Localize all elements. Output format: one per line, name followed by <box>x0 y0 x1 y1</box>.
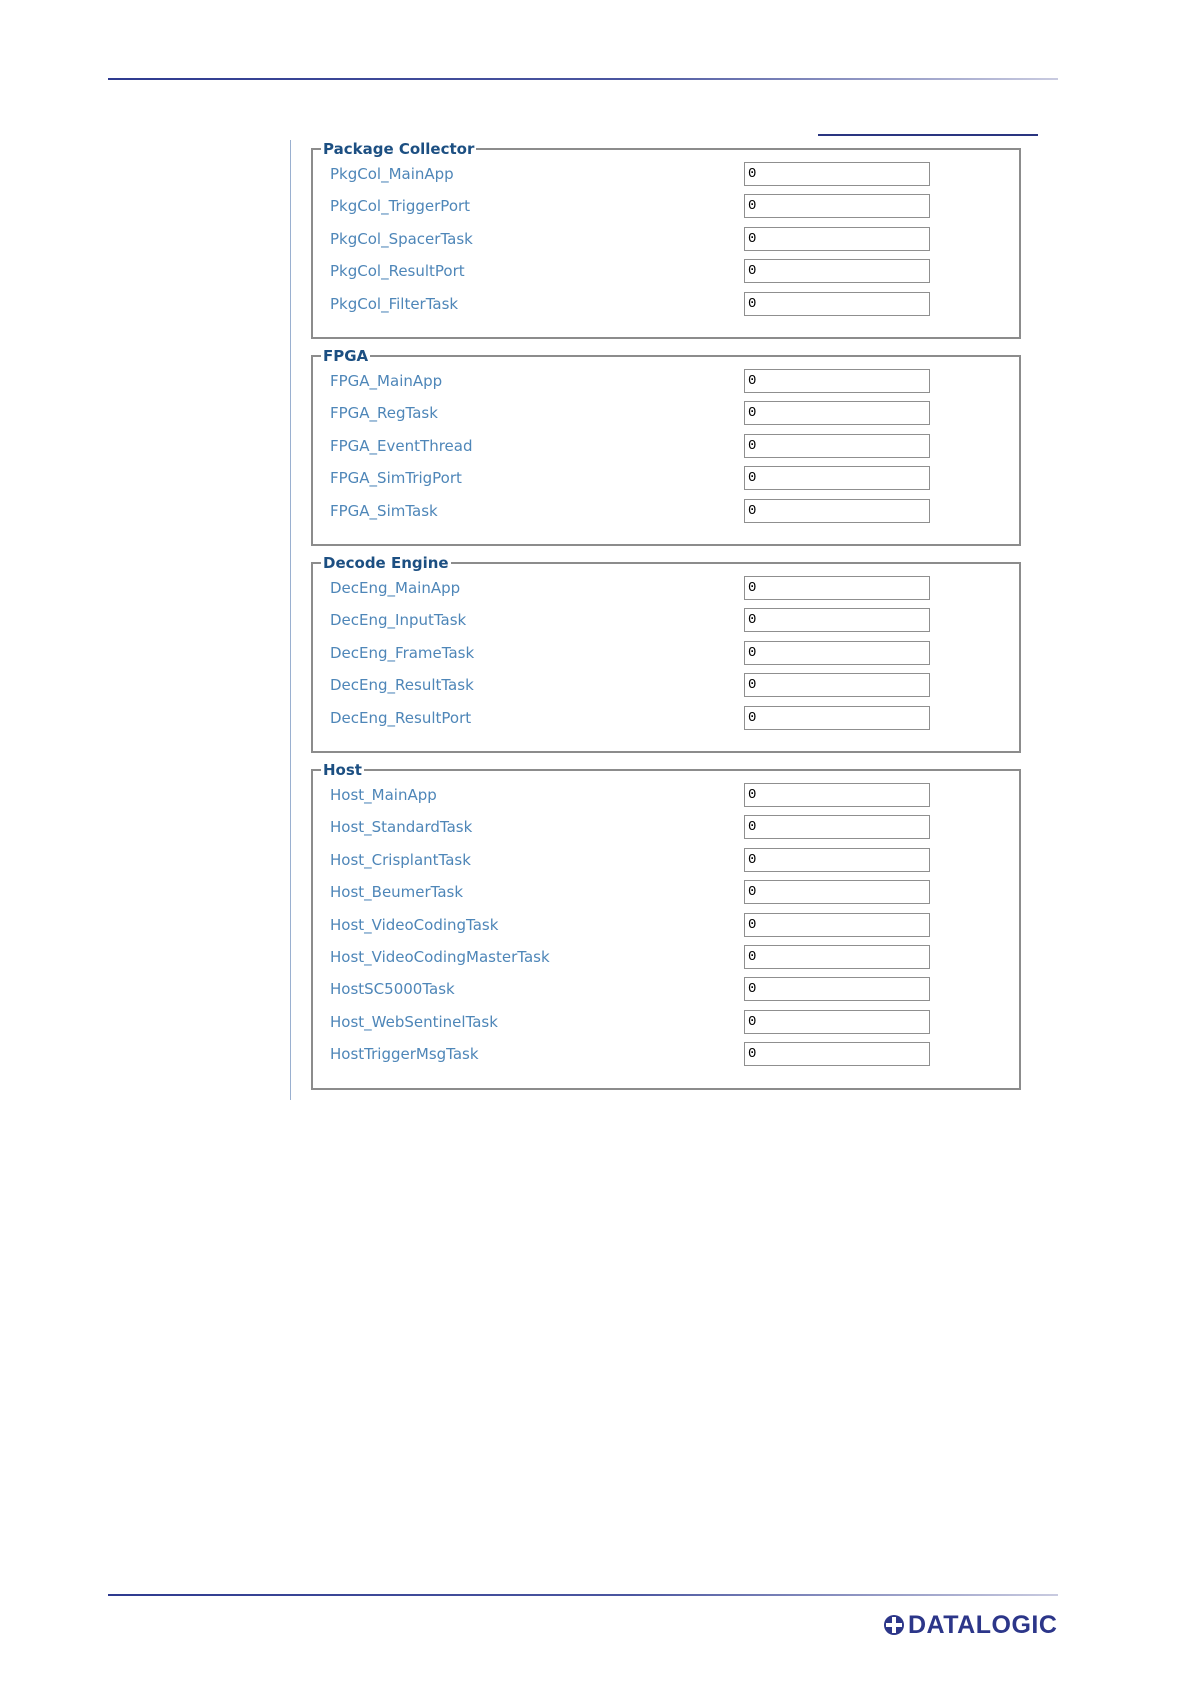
group-fpga <box>311 347 1021 546</box>
field-input[interactable] <box>744 673 930 697</box>
field-input[interactable] <box>744 848 930 872</box>
field-label: DecEng_MainApp <box>330 579 461 597</box>
group-host <box>311 761 1021 1090</box>
field-label: DecEng_ResultPort <box>330 708 472 727</box>
datalogic-logo-icon <box>883 1614 905 1636</box>
field-input[interactable] <box>744 706 930 730</box>
field-input[interactable] <box>744 815 930 839</box>
field-label: PkgCol_MainApp <box>330 165 454 183</box>
field-label: FPGA_MainApp <box>330 372 443 390</box>
field-input[interactable] <box>744 913 930 937</box>
field-input[interactable] <box>744 1010 930 1034</box>
field-row <box>313 190 1019 222</box>
field-row <box>313 365 1019 397</box>
field-row <box>313 941 1019 973</box>
field-label: Host_VideoCodingTask <box>330 915 499 934</box>
field-label: Host_MainApp <box>330 786 437 804</box>
group-package-collector <box>311 140 1021 339</box>
logo-text: DATALOGIC <box>908 1610 1058 1639</box>
field-row <box>313 844 1019 876</box>
field-label: Host_WebSentinelTask <box>330 1012 498 1031</box>
field-input[interactable] <box>744 162 930 186</box>
field-row <box>313 973 1019 1005</box>
field-input[interactable] <box>744 466 930 490</box>
field-row <box>313 158 1019 190</box>
field-input[interactable] <box>744 499 930 523</box>
field-label: PkgCol_ResultPort <box>330 262 465 281</box>
header-underline <box>818 134 1038 136</box>
field-input[interactable] <box>744 783 930 807</box>
field-row <box>313 637 1019 669</box>
field-label: FPGA_SimTask <box>330 501 438 520</box>
field-label: PkgCol_TriggerPort <box>330 197 471 216</box>
field-input[interactable] <box>744 608 930 632</box>
field-row <box>313 1006 1019 1038</box>
field-input[interactable] <box>744 194 930 218</box>
field-label: Host_CrisplantTask <box>330 850 471 869</box>
field-label: Host_BeumerTask <box>330 883 464 902</box>
field-input[interactable] <box>744 259 930 283</box>
field-row <box>313 702 1019 734</box>
field-input[interactable] <box>744 1042 930 1066</box>
group-title: Host <box>323 761 362 779</box>
field-input[interactable] <box>744 576 930 600</box>
field-label: DecEng_ResultTask <box>330 676 474 695</box>
field-input[interactable] <box>744 880 930 904</box>
field-label: FPGA_RegTask <box>330 404 438 423</box>
field-input[interactable] <box>744 977 930 1001</box>
field-row <box>313 223 1019 255</box>
field-label: PkgCol_SpacerTask <box>330 229 473 248</box>
field-label: PkgCol_FilterTask <box>330 294 459 313</box>
group-title: Package Collector <box>323 140 475 158</box>
field-row <box>313 669 1019 701</box>
field-label: FPGA_EventThread <box>330 436 473 455</box>
field-row <box>313 430 1019 462</box>
field-label: Host_StandardTask <box>330 818 473 837</box>
field-label: HostTriggerMsgTask <box>330 1045 479 1064</box>
field-row <box>313 876 1019 908</box>
field-input[interactable] <box>744 401 930 425</box>
field-row <box>313 462 1019 494</box>
field-input[interactable] <box>744 641 930 665</box>
field-input[interactable] <box>744 369 930 393</box>
footer-rule <box>108 1594 1058 1596</box>
content-left-border <box>290 140 291 1100</box>
field-input[interactable] <box>744 292 930 316</box>
field-row <box>313 1038 1019 1070</box>
datalogic-logo <box>883 1610 1057 1640</box>
field-row <box>313 495 1019 527</box>
group-title: FPGA <box>323 347 369 365</box>
field-input[interactable] <box>744 434 930 458</box>
group-decode-engine <box>311 554 1021 753</box>
group-title: Decode Engine <box>323 554 449 572</box>
field-label: DecEng_InputTask <box>330 611 467 630</box>
field-row <box>313 572 1019 604</box>
field-input[interactable] <box>744 945 930 969</box>
header-rule <box>108 78 1058 80</box>
field-row <box>313 604 1019 636</box>
field-row <box>313 909 1019 941</box>
field-row <box>313 397 1019 429</box>
field-label: FPGA_SimTrigPort <box>330 469 462 488</box>
field-input[interactable] <box>744 227 930 251</box>
field-row <box>313 811 1019 843</box>
field-row <box>313 779 1019 811</box>
field-label: HostSC5000Task <box>330 980 455 999</box>
field-label: DecEng_FrameTask <box>330 643 475 662</box>
field-row <box>313 288 1019 320</box>
field-label: Host_VideoCodingMasterTask <box>330 947 550 966</box>
field-row <box>313 255 1019 287</box>
